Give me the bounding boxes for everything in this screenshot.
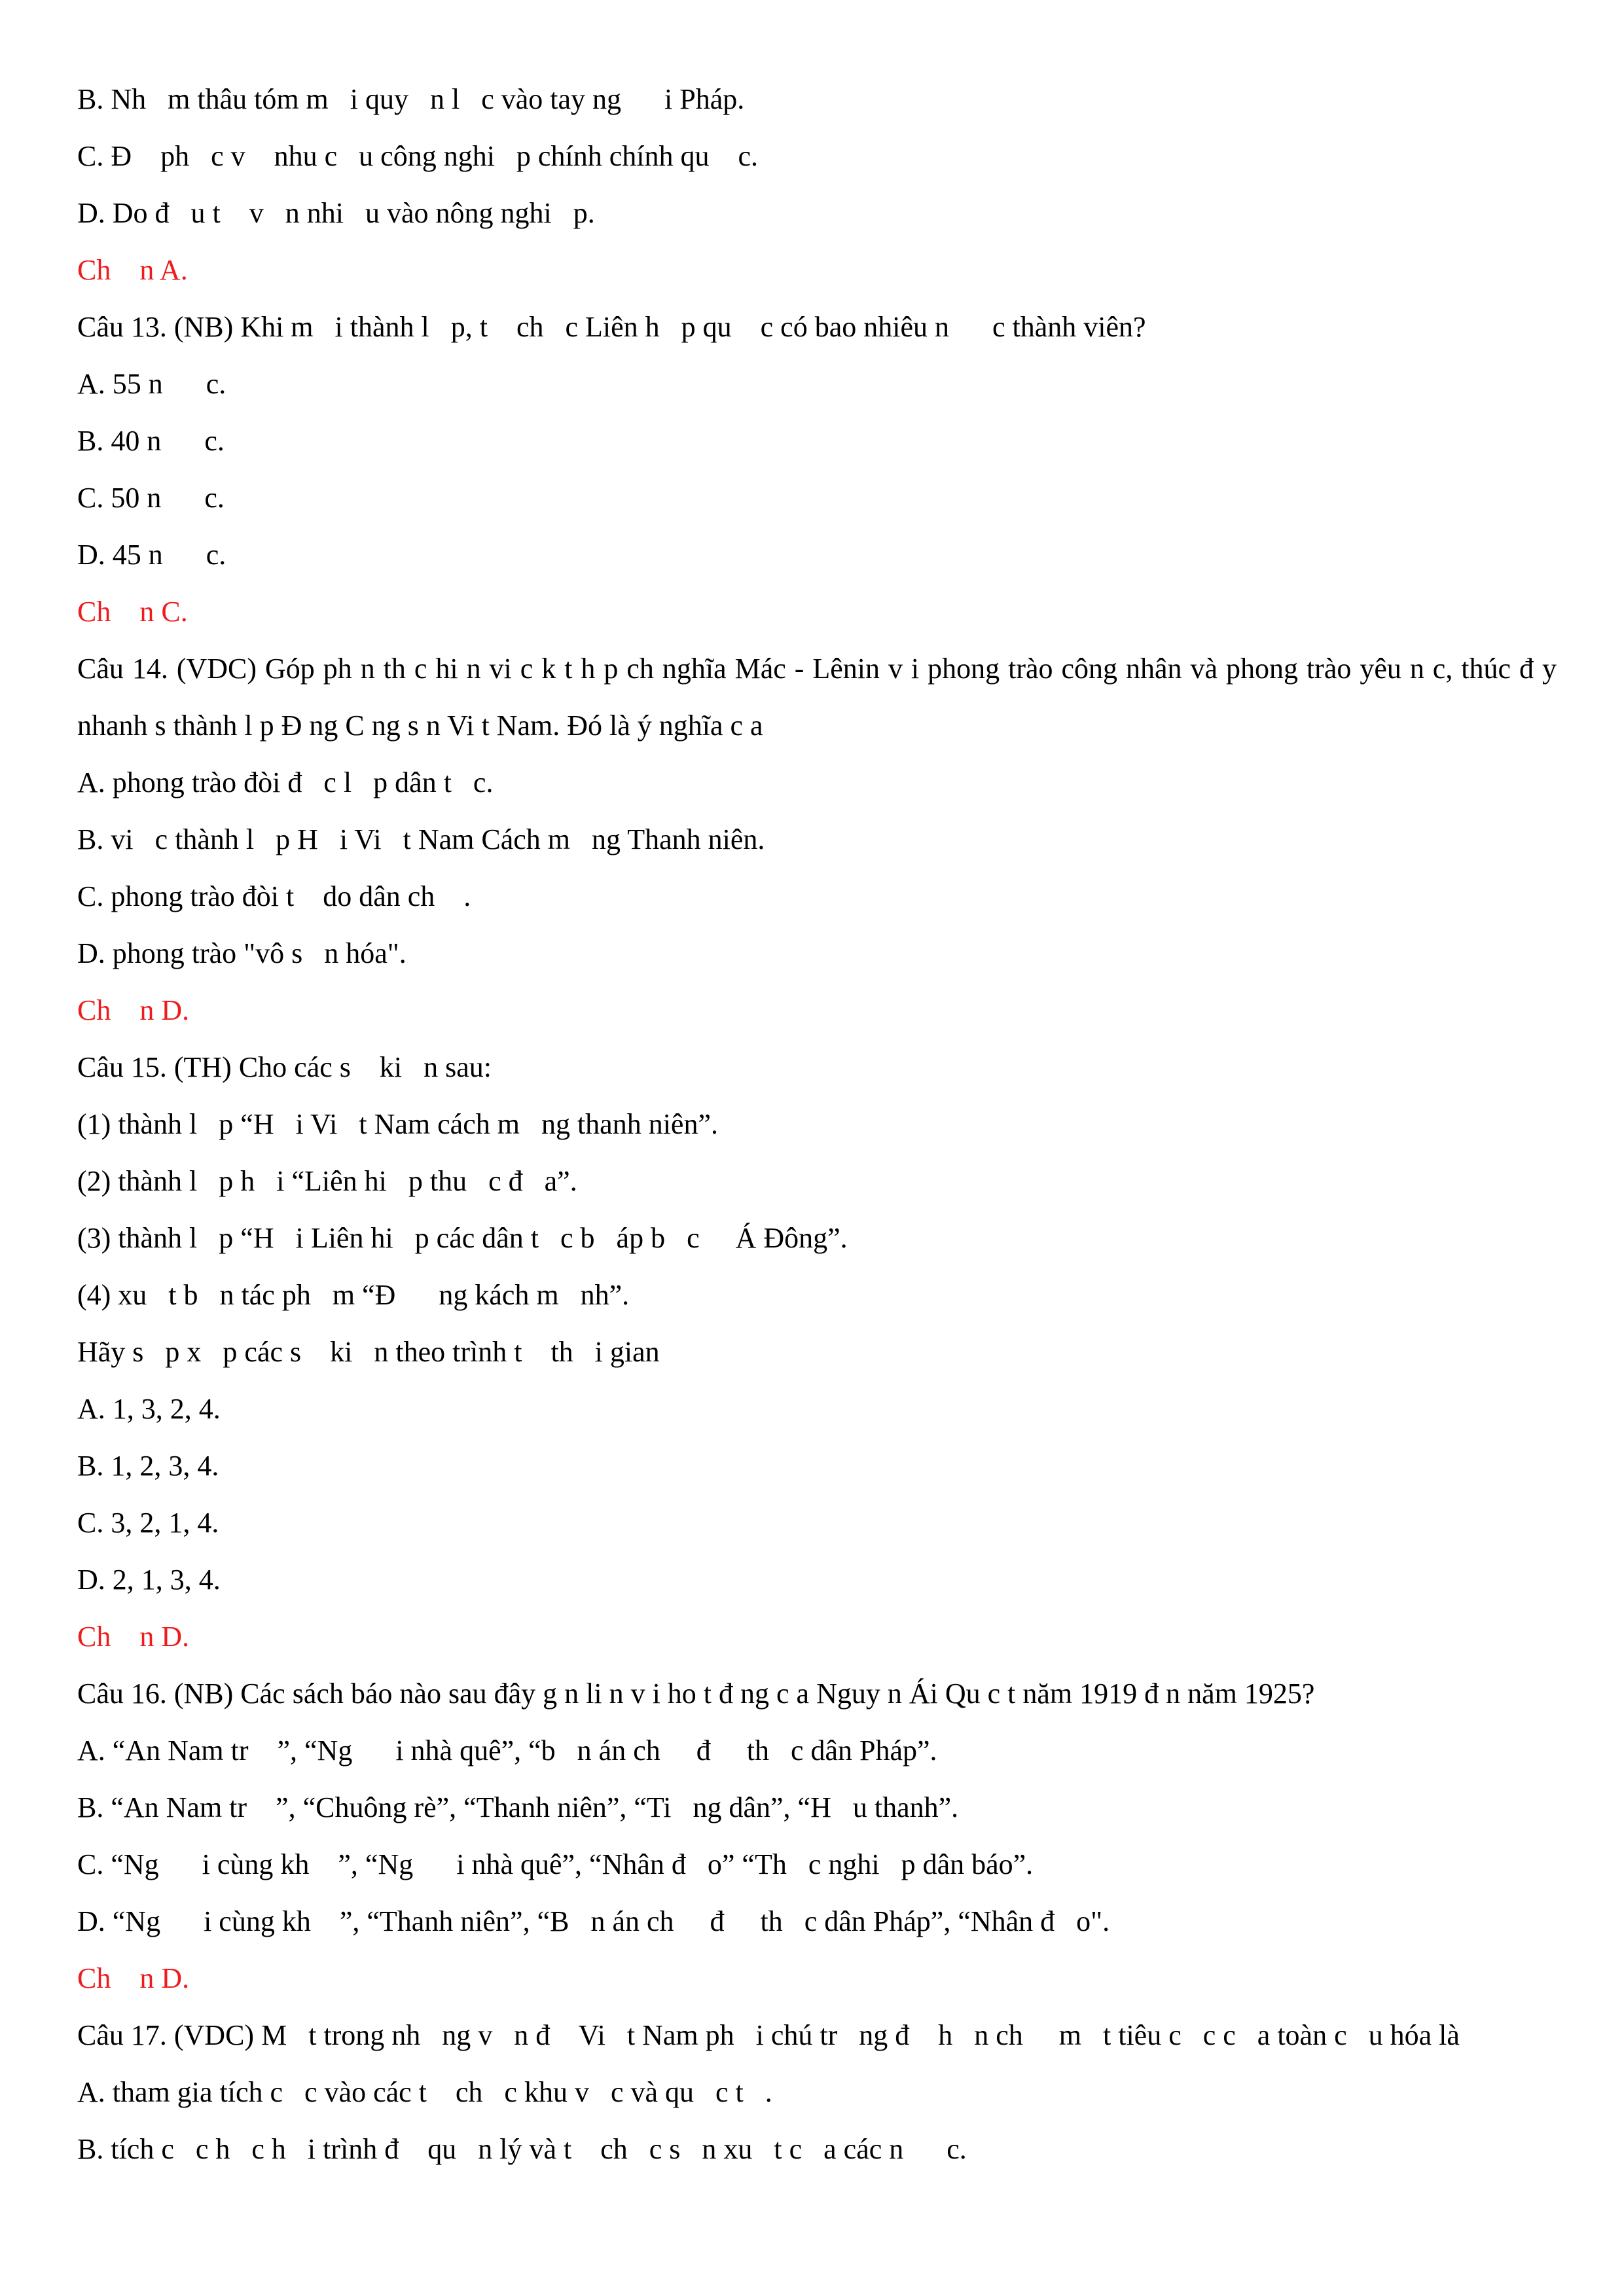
answer-16: Ch n D.	[77, 1962, 190, 1994]
question-15: Câu 15. (TH) Cho các s ki n sau:	[77, 1051, 492, 1083]
option-15d: D. 2, 1, 3, 4.	[77, 1564, 221, 1596]
option-12b: B. Nh m thâu tóm m i quy n l c vào tay ng i Pháp.	[77, 83, 745, 115]
question-13: Câu 13. (NB) Khi m i thành l p, t ch c Liên h p qu c có bao nhiêu n c thành viên?	[77, 311, 1146, 343]
question-14: Câu 14. (VDC) Góp ph n th c hi n vi c k t h p ch nghĩa Mác - Lênin v i phong trào công nhân và phong trào yêu n c, thúc đ y nhanh s thành l p Đ ng C ng s n Vi t Nam. Đó là ý nghĩa c a	[77, 653, 1557, 742]
option-12c: C. Đ ph c v nhu c u công nghi p chính chính qu c.	[77, 140, 758, 172]
option-15c: C. 3, 2, 1, 4.	[77, 1507, 219, 1539]
answer-15: Ch n D.	[77, 1621, 190, 1653]
option-15a: A. 1, 3, 2, 4.	[77, 1393, 221, 1425]
question-16: Câu 16. (NB) Các sách báo nào sau đây g n li n v i ho t đ ng c a Nguy n Ái Qu c t năm 1919 đ n năm 1925?	[77, 1677, 1315, 1710]
option-17a: A. tham gia tích c c vào các t ch c khu v c và qu c t .	[77, 2076, 772, 2108]
event-1: (1) thành l p “H i Vi t Nam cách m ng thanh niên”.	[77, 1108, 718, 1140]
option-16c: C. “Ng i cùng kh ”, “Ng i nhà quê”, “Nhân đ o” “Th c nghi p dân báo”.	[77, 1848, 1034, 1880]
option-14a: A. phong trào đòi đ c l p dân t c.	[77, 766, 494, 798]
option-13c: C. 50 n c.	[77, 482, 225, 514]
option-16d: D. “Ng i cùng kh ”, “Thanh niên”, “B n án ch đ th c dân Pháp”, “Nhân đ o".	[77, 1905, 1110, 1937]
question-17: Câu 17. (VDC) M t trong nh ng v n đ Vi t Nam ph i chú tr ng đ h n ch m t tiêu c c c a toàn c u hóa là	[77, 2019, 1460, 2051]
question-15-prompt: Hãy s p x p các s ki n theo trình t th i gian	[77, 1336, 660, 1368]
answer-14: Ch n D.	[77, 994, 190, 1026]
document-page	[77, 71, 1557, 2178]
option-14d: D. phong trào "vô s n hóa".	[77, 937, 406, 969]
answer-12: Ch n A.	[77, 254, 188, 286]
event-2: (2) thành l p h i “Liên hi p thu c đ a”.	[77, 1165, 577, 1197]
event-3: (3) thành l p “H i Liên hi p các dân t c b áp b c Á Đông”.	[77, 1222, 848, 1254]
option-17b: B. tích c c h c h i trình đ qu n lý và t ch c s n xu t c a các n c.	[77, 2133, 967, 2165]
option-13d: D. 45 n c.	[77, 539, 226, 571]
option-12d: D. Do đ u t v n nhi u vào nông nghi p.	[77, 197, 595, 229]
option-13b: B. 40 n c.	[77, 425, 225, 457]
option-14c: C. phong trào đòi t do dân ch .	[77, 880, 471, 912]
option-16b: B. “An Nam tr ”, “Chuông rè”, “Thanh niên”, “Ti ng dân”, “H u thanh”.	[77, 1791, 959, 1823]
answer-13: Ch n C.	[77, 596, 188, 628]
option-16a: A. “An Nam tr ”, “Ng i nhà quê”, “b n án ch đ th c dân Pháp”.	[77, 1734, 937, 1767]
event-4: (4) xu t b n tác ph m “Đ ng kách m nh”.	[77, 1279, 630, 1311]
option-13a: A. 55 n c.	[77, 368, 226, 400]
option-15b: B. 1, 2, 3, 4.	[77, 1450, 219, 1482]
option-14b: B. vi c thành l p H i Vi t Nam Cách m ng Thanh niên.	[77, 823, 765, 855]
